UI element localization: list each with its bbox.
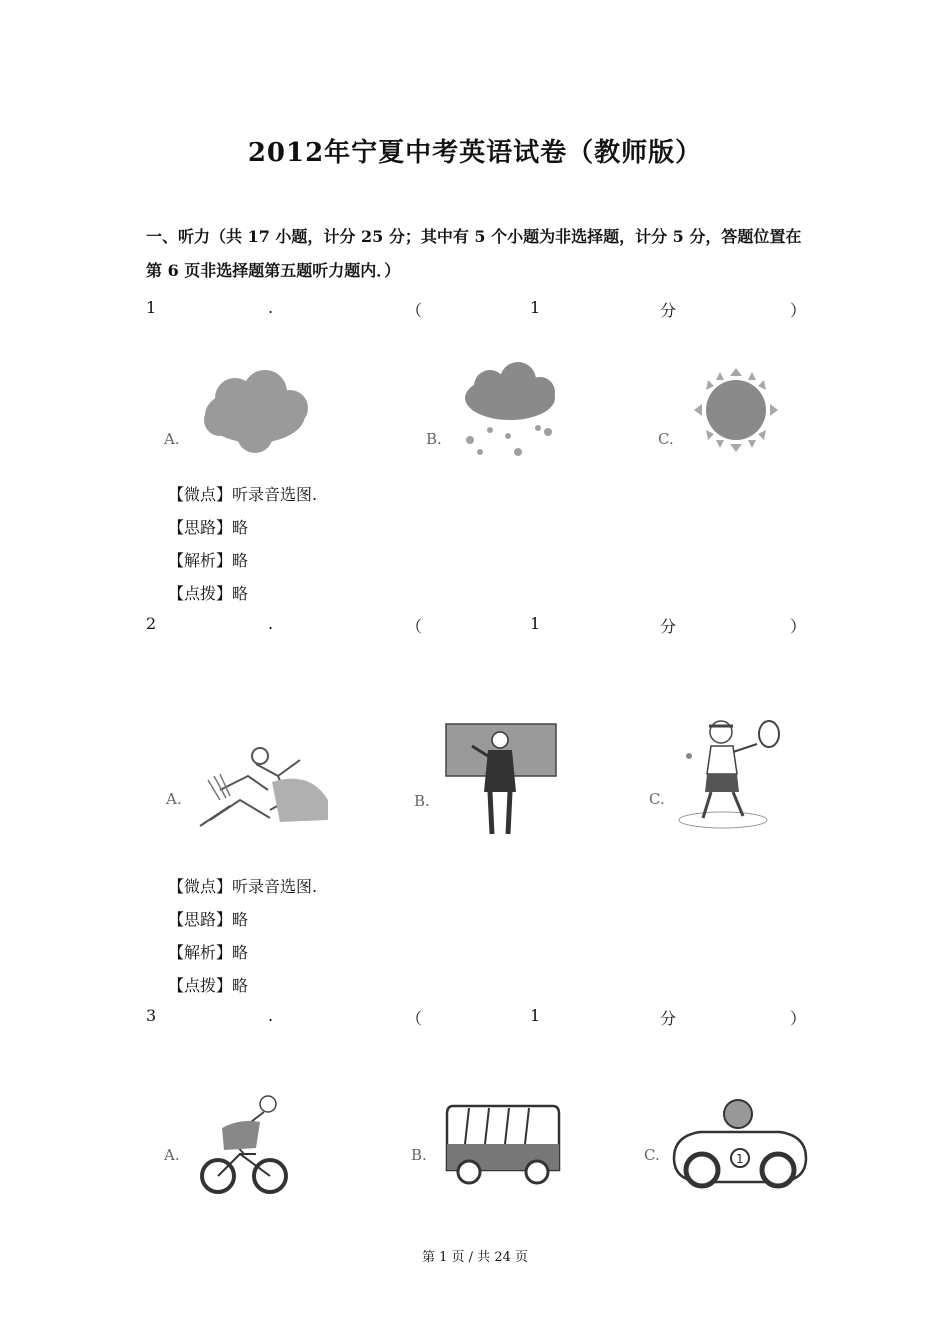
note-tip: 【点拨】略 — [168, 584, 249, 603]
score-unit: 分 — [660, 617, 677, 636]
paren-open: （ — [406, 617, 423, 636]
question-3-header — [146, 1006, 807, 1030]
q2-notes — [168, 874, 317, 1006]
section-heading-line1: 一、听力（共 17 小题，计分 25 分；其中有 5 个小题为非选择题，计分 5 分，答题位置在 — [146, 227, 802, 246]
option-c-sunny[interactable] — [652, 360, 802, 470]
note-thinking: 【思路】略 — [168, 518, 249, 537]
option-label: A. — [166, 790, 182, 808]
score-unit: 分 — [660, 301, 677, 320]
question-dot: . — [268, 298, 274, 317]
paren-close: ） — [790, 617, 807, 636]
paren-open: （ — [406, 1009, 423, 1028]
race-car-icon — [640, 1088, 810, 1198]
option-label: A. — [164, 1146, 180, 1164]
paren-close: ） — [790, 301, 807, 320]
question-1-header — [146, 298, 807, 322]
note-micro-point: 【微点】听录音选图. — [168, 877, 318, 896]
bicycle-icon — [160, 1088, 300, 1198]
tennis-player-icon — [645, 712, 795, 837]
score-value: 1 — [530, 298, 541, 317]
question-dot: . — [268, 1006, 274, 1025]
section-heading — [146, 220, 816, 288]
option-b-rainy[interactable] — [420, 360, 590, 470]
option-label: B. — [426, 430, 442, 448]
note-analysis: 【解析】略 — [168, 551, 249, 570]
bus-icon — [405, 1100, 565, 1195]
option-label: B. — [411, 1146, 427, 1164]
question-2-header — [146, 614, 807, 638]
option-b-teacher[interactable] — [408, 722, 568, 842]
rain-cloud-icon — [420, 360, 590, 470]
note-thinking: 【思路】略 — [168, 910, 249, 929]
teacher-icon — [408, 722, 568, 842]
note-micro-point: 【微点】听录音选图. — [168, 485, 318, 504]
paren-open: （ — [406, 301, 423, 320]
paren-close: ） — [790, 1009, 807, 1028]
question-number: 2 — [146, 614, 157, 633]
option-c-tennis-player[interactable] — [645, 712, 795, 837]
farmer-icon — [160, 730, 340, 840]
option-label: A. — [164, 430, 180, 448]
score-value: 1 — [530, 1006, 541, 1025]
option-label: B. — [414, 792, 430, 810]
svg-text:1: 1 — [736, 1152, 744, 1166]
page-footer: 第 1 页 / 共 24 页 — [422, 1250, 528, 1265]
question-dot: . — [268, 614, 274, 633]
sun-icon — [652, 360, 802, 470]
option-a-farmer[interactable] — [160, 730, 340, 840]
cloud-icon — [160, 360, 330, 470]
question-number: 3 — [146, 1006, 157, 1025]
question-number: 1 — [146, 298, 157, 317]
page-title: 2012年宁夏中考英语试卷（教师版） — [247, 138, 703, 168]
note-tip: 【点拨】略 — [168, 976, 249, 995]
option-label: C. — [649, 790, 665, 808]
section-heading-line2: 第 6 页非选择题第五题听力题内．） — [146, 261, 401, 280]
score-unit: 分 — [660, 1009, 677, 1028]
option-label: C. — [644, 1146, 660, 1164]
option-b-bus[interactable] — [405, 1100, 565, 1195]
option-a-bike[interactable] — [160, 1088, 300, 1198]
note-analysis: 【解析】略 — [168, 943, 249, 962]
score-value: 1 — [530, 614, 541, 633]
option-a-cloudy[interactable] — [160, 360, 330, 470]
option-label: C. — [658, 430, 674, 448]
option-c-car[interactable] — [640, 1088, 810, 1198]
q1-notes — [168, 482, 317, 614]
